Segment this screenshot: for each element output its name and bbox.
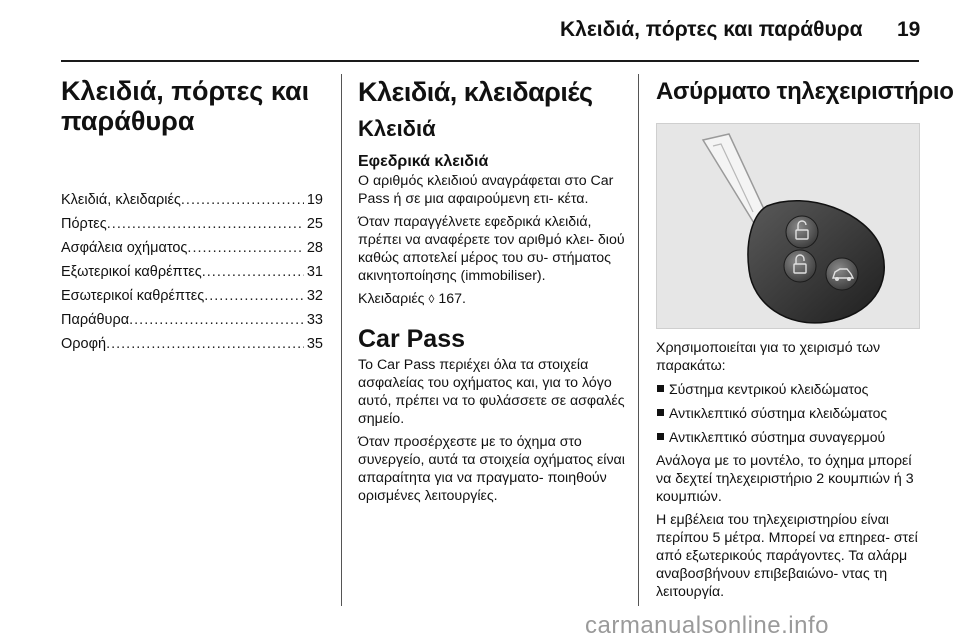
subsection-heading: Κλειδιά: [358, 116, 436, 141]
toc-entry[interactable]: [61, 260, 323, 284]
list-item: Αντικλεπτικό σύστημα κλειδώματος: [656, 404, 920, 422]
bullet-list: [656, 380, 920, 446]
toc-entry-page: 19: [306, 192, 323, 208]
list-item: Σύστημα κεντρικού κλειδώματος: [656, 380, 920, 398]
right-column: [656, 76, 954, 606]
column-divider-2: [638, 74, 639, 606]
toc-entry[interactable]: [61, 236, 323, 260]
car-pass-heading: Car Pass: [358, 325, 466, 353]
chapter-title: Κλειδιά, πόρτες και παράθυρα: [61, 76, 310, 136]
remote-key-icon: [657, 124, 919, 328]
cross-reference-page: 167.: [438, 291, 466, 307]
toc-entry-page: 32: [306, 288, 323, 304]
cross-reference-text: Κλειδαριές: [358, 291, 425, 307]
paragraph: Ανάλογα με το μοντέλο, το όχημα μπορεί να δεχτεί τηλεχειριστήριο 2 κουμπιών ή 3 κουμπιών.: [656, 453, 914, 505]
toc-entry[interactable]: [61, 308, 323, 332]
toc-entry-page: 35: [306, 336, 323, 352]
paragraph: Η εμβέλεια του τηλεχειριστηρίου είναι περίπου 5 μέτρα. Μπορεί να επηρεα- στεί από εξωτερικούς παράγοντες. Τα αλάρμ αναβοσβήνουν επιβεβαιώνο- ντας τη λειτουργία.: [656, 512, 918, 600]
toc-leader-dots: [187, 236, 303, 260]
spare-keys-heading: Εφεδρικά κλειδιά: [358, 153, 489, 170]
toc-entry-label: Εξωτερικοί καθρέπτες: [61, 264, 202, 280]
paragraph: Το Car Pass περιέχει όλα τα στοιχεία ασφαλείας του οχήματος και, για το λόγο αυτό, πρέπει να το φυλάσσετε σε ασφαλές σημείο.: [358, 357, 625, 427]
toc-entry-label: Οροφή: [61, 336, 107, 352]
section-heading: Κλειδιά, κλειδαριές: [358, 77, 593, 107]
page-number: 19: [897, 18, 921, 41]
header-rule: [61, 60, 919, 62]
toc-leader-dots: [202, 260, 304, 284]
toc-entry-page: 25: [306, 216, 323, 232]
toc-entry-label: Εσωτερικοί καθρέπτες: [61, 288, 205, 304]
toc-entry-page: 31: [306, 264, 323, 280]
toc-entry[interactable]: [61, 284, 323, 308]
paragraph: Χρησιμοποιείται για το χειρισμό των παρακάτω:: [656, 340, 881, 374]
toc-entry[interactable]: [61, 188, 323, 212]
middle-column: [358, 76, 626, 510]
toc-entry-label: Ασφάλεια οχήματος: [61, 240, 188, 256]
toc-entry-label: Παράθυρα: [61, 312, 130, 328]
toc-entry-page: 28: [306, 240, 323, 256]
toc-leader-dots: [107, 212, 304, 236]
list-item: Αντικλεπτικό σύστημα συναγερμού: [656, 428, 920, 446]
toc-entry[interactable]: [61, 332, 323, 356]
toc-entry-label: Κλειδιά, κλειδαριές: [61, 192, 181, 208]
toc-leader-dots: [106, 332, 304, 356]
table-of-contents: [61, 188, 323, 356]
page-header-title: Κλειδιά, πόρτες και παράθυρα: [560, 18, 863, 41]
key-fob-illustration: [656, 123, 920, 329]
column-divider-1: [341, 74, 342, 606]
toc-entry-label: Πόρτες: [61, 216, 107, 232]
reference-arrow-icon: ◊: [428, 292, 435, 306]
cross-reference[interactable]: [358, 290, 626, 308]
paragraph: Όταν προσέρχεστε με το όχημα στο συνεργείο, αυτά τα στοιχεία οχήματος είναι απαραίτητα για να πραγματο- ποιηθούν ορισμένες λειτουργίες.: [358, 434, 625, 504]
toc-entry-page: 33: [306, 312, 323, 328]
left-column: [61, 76, 323, 356]
toc-entry[interactable]: [61, 212, 323, 236]
toc-leader-dots: [204, 284, 304, 308]
watermark: carmanualsonline.info: [585, 612, 829, 639]
toc-leader-dots: [181, 188, 304, 212]
remote-control-heading: Ασύρματο τηλεχειριστήριο: [656, 78, 954, 105]
toc-leader-dots: [129, 308, 304, 332]
paragraph: Όταν παραγγέλνετε εφεδρικά κλειδιά, πρέπει να αναφέρετε τον αριθμό κλει- διού καθώς αποτελεί μέρος του συ- στήματος ακινητοποίησης (immobiliser).: [358, 214, 625, 284]
paragraph: Ο αριθμός κλειδιού αναγράφεται στο Car Pass ή σε μια αφαιρούμενη ετι- κέτα.: [358, 173, 614, 207]
